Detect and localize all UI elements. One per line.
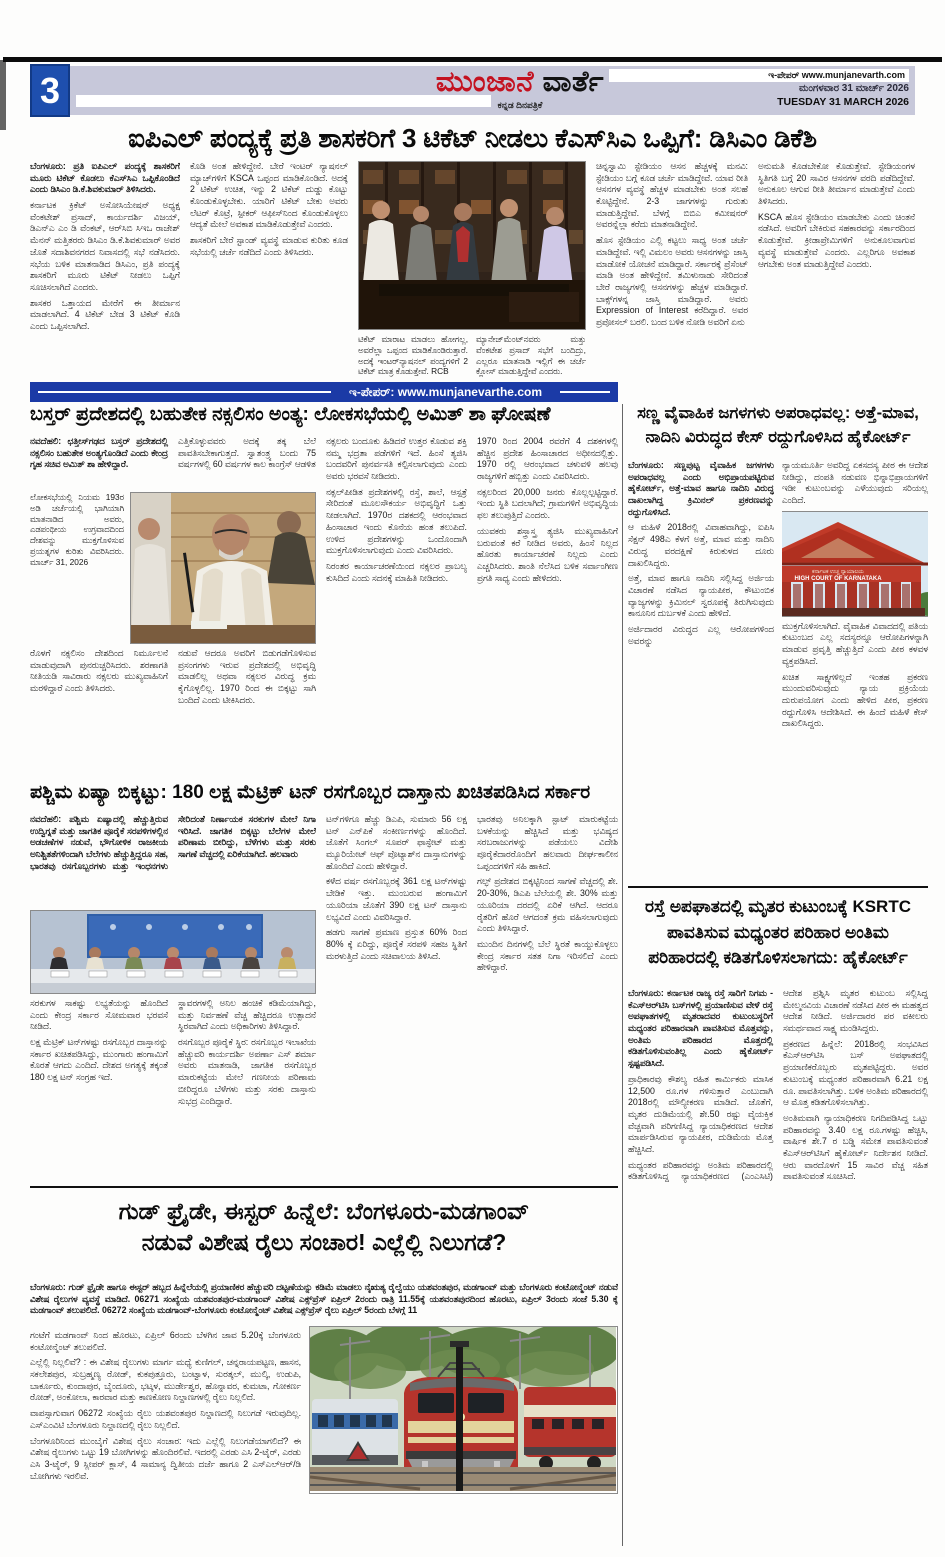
naxal-article-body bbox=[30, 436, 618, 776]
naxal-below-photo: ರೊಳಗೆ ನಕ್ಸಲಿಸಂ ದೇಶದಿಂದ ನಿರ್ಮೂಲನೆ ಮಾಡುವುದಾಗಿ ಪುನರುಚ್ಚರಿಸಿದರು. ಶರಣಾಗತಿ ನೀತಿಯಡಿ ಸಾವಿರಾರು ನಕ್ಸಲರು ಮುಖ್ಯವಾಹಿನಿಗೆ ಮರಳಿದ್ದಾರೆ ಎಂದು ತಿಳಿಸಿದರು. ನಡುವೆ ಆದರೂ ಅವರಿಗೆ ಬಿಡುಗಡೆಗೊಳಿಸುವ ಪ್ರಸಂಗಗಳು ಇರುವ ಪ್ರದೇಶದಲ್ಲಿ ಅಭಿವೃದ್ಧಿ ಮಾಡಲಿಲ್ಲ ಅಥವಾ ನಕ್ಸಲರ ವಿರುದ್ಧ ಕ್ರಮ ಕೈಗೊಳ್ಳಲಿಲ್ಲ. 1970 ರಿಂದ ಈ ಬಿಕ್ಕಟ್ಟು ಸಾಗಿ ಬಂದಿದೆ ಎಂದು ಟೀಕಿಸಿದರು. bbox=[30, 648, 316, 705]
epaper-banner bbox=[30, 382, 618, 402]
fertilizer-intro: ನವದೆಹಲಿ: ಪಶ್ಚಿಮ ಏಷ್ಯಾದಲ್ಲಿ ಹೆಚ್ಚುತ್ತಿರುವ ಉದ್ವಿಗ್ನತೆ ಮತ್ತು ಜಾಗತಿಕ ಪೂರೈಕೆ ಸರಪಳಿಗಳಲ್ಲಿನ ಅಡಚಣೆಗಳ ನಡುವೆ, ಭೌಗೋಳಿಕ ರಾಜಕೀಯ ಅನಿಶ್ಚಿತತೆಗಳಿಂದಾಗಿ ಬೆಲೆಗಳು ಹೆಚ್ಚುತ್ತಿದ್ದರೂ ಸಹ, ಭಾರತವು ರಸಗೊಬ್ಬರಗಳು ಮತ್ತು ಇಂಧನಗಳು ಸೇರಿದಂತೆ ನಿರ್ಣಾಯಕ ಸರಕುಗಳ ಮೇಲೆ ನಿಗಾ ಇರಿಸಿದೆ. ಜಾಗತಿಕ ಬಿಕ್ಕಟ್ಟು ಬೆಲೆಗಳ ಮೇಲೆ ಪರಿಣಾಮ ಬೀರಿದ್ದು, ಬೆಳೆಗಳು ಮತ್ತು ಸರಕು ಸಾಗಣೆ ವೆಚ್ಚದಲ್ಲಿ ಏರಿಕೆಯಾಗಿದೆ. ಹಲವಾರು bbox=[30, 814, 316, 871]
ksrtc-headline bbox=[628, 894, 928, 971]
naxal-left-block bbox=[30, 436, 316, 776]
ksrtc-article-rule bbox=[628, 886, 928, 888]
naxal-col4: 1970 ರಿಂದ 2004 ರವರೆಗೆ 4 ದಶಕಗಳಲ್ಲಿ ಹೆಚ್ಚಿನ ಪ್ರದೇಶ ಹಿಂಸಾಚಾರದ ಅಧೀನದಲ್ಲಿತ್ತು. 1970 ರಲ್ಲಿ ಆರಂಭವಾದ ಚಳುವಳಿ ಹಲವು ರಾಜ್ಯಗಳಿಗೆ ಹಬ್ಬಿತ್ತು ಎಂದು ವಿವರಿಸಿದರು. ನಕ್ಸಲರಿಂದ 20,000 ಜನರು ಕೊಲ್ಲಲ್ಪಟ್ಟಿದ್ದಾರೆ. ಇಂದು ಸ್ಥಿತಿ ಬದಲಾಗಿದೆ; ಗ್ರಾಮಗಳಿಗೆ ಅಭಿವೃದ್ಧಿಯ ಫಲ ತಲುಪುತ್ತಿದೆ ಎಂದರು. ಯುವಕರು ಶಸ್ತ್ರಾಸ್ತ್ರ ತ್ಯಜಿಸಿ ಮುಖ್ಯವಾಹಿನಿಗೆ ಬರುವಂತೆ ಕರೆ ನೀಡಿದ ಅವರು, ಹಿಂಸೆ ನಿಲ್ಲದ ಹೊರತು ಕಾರ್ಯಾಚರಣೆ ನಿಲ್ಲದು ಎಂದು ಎಚ್ಚರಿಸಿದರು. ಶಾಂತಿ ನೆಲೆಸಿದ ಬಳಿಕ ಸರ್ವಾಂಗೀಣ ಪ್ರಗತಿ ಸಾಧ್ಯ ಎಂದು ಹೇಳಿದರು. bbox=[477, 436, 618, 583]
train-intro: ಬೆಂಗಳೂರು: ಗುಡ್ ಫ್ರೈಡೇ ಹಾಗೂ ಈಸ್ಟರ್ ಹಬ್ಬದ ಹಿನ್ನೆಲೆಯಲ್ಲಿ ಪ್ರಯಾಣಿಕರ ಹೆಚ್ಚುವರಿ ದಟ್ಟಣೆಯನ್ನು ಕಡಿಮೆ ಮಾಡಲು ನೈಋತ್ಯ ರೈಲ್ವೆಯು ಯಶವಂತಪುರ, ಮಡಗಾಂವ್ ಮತ್ತು ಬೆಂಗಳೂರು ಕಂಟೋನ್ಮೆಂಟ್ ನಡುವೆ ವಿಶೇಷ ರೈಲುಗಳ ವ್ಯವಸ್ಥೆ ಮಾಡಿದೆ. 06271 ಸಂಖ್ಯೆಯ ಯಶವಂತಪುರ-ಮಡಗಾಂವ್ ವಿಶೇಷ ಎಕ್ಸ್‌ಪ್ರೆಸ್ ಏಪ್ರಿಲ್ 2ರಂದು ರಾತ್ರಿ 11.55ಕ್ಕೆ ಯಶವಂತಪುರದಿಂದ ಹೊರಟು, ಏಪ್ರಿಲ್ 3ರಂದು ಸಂಜೆ 5.30 ಕ್ಕೆ ಮಡಗಾಂವ್ ತಲುಪಲಿದೆ. 06272 ಸಂಖ್ಯೆಯ ಮಡಗಾಂವ್-ಬೆಂಗಳೂರು ಕಂಟೋನ್ಮೆಂಟ್ ವಿಶೇಷ ಎಕ್ಸ್‌ಪ್ರೆಸ್ ರೈಲು ಏಪ್ರಿಲ್ 5ರಂದು ಬೆಳಗ್ಗೆ 11 bbox=[30, 1282, 618, 1316]
page-number: 3 bbox=[30, 64, 70, 117]
train-photo-illustration bbox=[310, 1327, 616, 1491]
fertilizer-headline: ಪಶ್ಚಿಮ ಏಷ್ಯಾ ಬಿಕ್ಕಟ್ಟು: 180 ಲಕ್ಷ ಮೆಟ್ರಿಕ್ ಟನ್ ರಸಗೊಬ್ಬರ ದಾಸ್ತಾನು ಖಚಿತಪಡಿಸಿದ ಸರ್ಕಾರ bbox=[30, 782, 591, 803]
high-court-illustration bbox=[782, 512, 928, 616]
train-content bbox=[30, 1330, 618, 1535]
top-rule bbox=[3, 57, 942, 62]
ksrtc-headline-line2: ಪಾವತಿಸುವ ಮಧ್ಯಂತರ ಪರಿಹಾರ ಅಂತಿಮ bbox=[667, 922, 889, 942]
masthead-band bbox=[30, 66, 915, 115]
train-headline-line2: ನಡುವೆ ವಿಶೇಷ ರೈಲು ಸಂಚಾರ! ಎಲ್ಲೆಲ್ಲಿ ನಿಲುಗಡೆ? bbox=[141, 1229, 507, 1256]
lead-photo-column bbox=[358, 161, 586, 381]
ksrtc-headline-line3: ಪರಿಹಾರದಲ್ಲಿ ಕಡಿತಗೊಳಿಸಲಾಗದು: ಹೈಕೋರ್ಟ್ bbox=[648, 948, 908, 967]
banner-rule-right bbox=[560, 391, 610, 393]
lead-article-body bbox=[30, 161, 915, 378]
lead-under-photo-left: ಟಿಕೆಟ್ ಮಾರಾಟ ಮಾಡಲು ಹೋಗಲ್ಲ, ಅವರೆಲ್ಲಾ ಒಪ್ಪಂದ ಮಾಡಿಕೊಂಡಿರುತ್ತಾರೆ. ಅದಕ್ಕೆ ಇಂಟರ್‌ನ್ಯಾಷನಲ್ ಪಂದ್ಯಗಳಿಗೆ 2 ಟಿಕೆಟ್ ಮಾತ್ರ ಕೊಡುತ್ತೇವೆ. RCB bbox=[358, 334, 468, 377]
fertilizer-left-block bbox=[30, 814, 316, 1178]
scan-artifact bbox=[0, 60, 6, 130]
fertilizer-article-body bbox=[30, 814, 618, 1178]
ksrtc-article-body: ಬೆಂಗಳೂರು: ಕರ್ನಾಟಕ ರಾಜ್ಯ ರಸ್ತೆ ಸಾರಿಗೆ ನಿಗಮ - ಕೆಎಸ್‌ಆರ್‌ಟಿಸಿ ಬಸ್‌ಗಳಲ್ಲಿ ಪ್ರಯಾಣಿಸುವ ವೇಳೆ ರಸ್ತೆ ಅಪಘಾತಗಳಲ್ಲಿ ಮೃತರಾದವರ ಕುಟುಂಬಸ್ಥರಿಗೆ ಮಧ್ಯಂತರ ಪರಿಹಾರವಾಗಿ ಪಾವತಿಸುವ ಮೊತ್ತವನ್ನು, ಅಂತಿಮ ಪರಿಹಾರದ ಮೊತ್ತದಲ್ಲಿ ಕಡಿತಗೊಳಿಸುವಂತಿಲ್ಲ ಎಂದು ಹೈಕೋರ್ಟ್ ಸ್ಪಷ್ಟಪಡಿಸಿದೆ. ಪ್ರಾಧಿಕಾರವು ಕೌಶಲ್ಯ ರಹಿತ ಕಾರ್ಮಿಕರು ಮಾಸಿಕ 12,500 ರೂ.ಗಳ ಗಳಿಸುತ್ತಾರೆ ಎಂಬುದಾಗಿ 2018ರಲ್ಲಿ ಮೌಲ್ಯೀಕರಣ ಮಾಡಿದೆ. ಜೊತೆಗೆ, ಮೃತರ ದುಡಿಮೆಯಲ್ಲಿ ಶೇ.50 ರಷ್ಟು ವೈಯಕ್ತಿಕ ವೆಚ್ಚವಾಗಿ ಪರಿಗಣಿಸಿದ್ದ ನ್ಯಾಯಾಧಿಕರಣದ ಆದೇಶ ಮಾರ್ಪಡಿಸಿರುವ ನ್ಯಾಯಪೀಠ, ದುಡಿಮೆಯ ಮೊತ್ತ ಹೆಚ್ಚಿಸಿದೆ. ಮಧ್ಯಂತರ ಪರಿಹಾರವನ್ನು ಅಂತಿಮ ಪರಿಹಾರದಲ್ಲಿ ಕಡಿತಗೊಳಿಸಿದ್ದ ನ್ಯಾಯಾಧಿಕರಣದ (ಎಂಎಸಿಟಿ) ಆದೇಶ ಪ್ರಶ್ನಿಸಿ ಮೃತರ ಕುಟುಂಬ ಸಲ್ಲಿಸಿದ್ದ ಮೇಲ್ಮನವಿಯ ವಿಚಾರಣೆ ನಡೆಸಿದ ಪೀಠ ಈ ಮಹತ್ವದ ಆದೇಶ ನೀಡಿದೆ. ಅರ್ಜಿದಾರರ ಪರ ವಕೀಲರು ಸಮರ್ಥವಾದ ಸಾಕ್ಷ್ಯ ಮಂಡಿಸಿದ್ದರು. ಪ್ರಕರಣದ ಹಿನ್ನೆಲೆ: 2018ರಲ್ಲಿ ಸಂಭವಿಸಿದ ಕೆಎಸ್‌ಆರ್‌ಟಿಸಿ ಬಸ್ ಅಪಘಾತದಲ್ಲಿ ಪ್ರಯಾಣಿಕರೊಬ್ಬರು ಮೃತಪಟ್ಟಿದ್ದರು. ಅವರ ಕುಟುಂಬಕ್ಕೆ ಮಧ್ಯಂತರ ಪರಿಹಾರವಾಗಿ 6.21 ಲಕ್ಷ ರೂ. ಪಾವತಿಸಲಾಗಿತ್ತು. ಬಳಿಕ ಅಂತಿಮ ಪರಿಹಾರದಲ್ಲಿ ಆ ಮೊತ್ತ ಕಡಿತಗೊಳಿಸಲಾಗಿತ್ತು. ಅಂತಿಮವಾಗಿ ನ್ಯಾಯಾಧಿಕರಣ ನಿಗದಿಪಡಿಸಿದ್ದ ಒಟ್ಟು ಪರಿಹಾರವನ್ನು 3.40 ಲಕ್ಷ ರೂ.ಗಳಷ್ಟು ಹೆಚ್ಚಿಸಿ, ವಾರ್ಷಿಕ ಶೇ.7 ರ ಬಡ್ಡಿ ಸಮೇತ ಪಾವತಿಸುವಂತೆ ಕೆಎಸ್‌ಆರ್‌ಟಿಸಿಗೆ ಹೈಕೋರ್ಟ್ ನಿರ್ದೇಶನ ನೀಡಿದೆ. ಆರು ವಾರದೊಳಗೆ 15 ಸಾವಿರ ವೆಚ್ಚ ಸಹಿತ ಪಾವತಿಸುವಂತೆ ಸೂಚಿಸಿದೆ. bbox=[628, 988, 928, 1182]
amit-shah-photo-illustration bbox=[131, 493, 315, 643]
court-headline: ಸಣ್ಣ ವೈವಾಹಿಕ ಜಗಳಗಳು ಅಪರಾಧವಲ್ಲ: ಅತ್ತೆ-ಮಾವ, ನಾದಿನಿ ವಿರುದ್ಧದ ಕೇಸ್ ರದ್ದುಗೊಳಿಸಿದ ಹೈಕೋರ್ಟ್ bbox=[637, 404, 919, 446]
train-photo bbox=[309, 1326, 618, 1494]
epaper-url: ಇ-ಪೇಪರ್ www.munjanevarth.com bbox=[609, 69, 909, 82]
banner-url: ಇ-ಪೇಪರ್: www.munjanevarthe.com bbox=[349, 384, 542, 399]
lead-photo bbox=[358, 161, 586, 330]
svg-text:HIGH COURT OF KARNATAKA: HIGH COURT OF KARNATAKA bbox=[794, 575, 882, 582]
lead-under-photo-text bbox=[358, 334, 586, 381]
masthead-word-black: ವಾರ್ತೆ bbox=[542, 66, 605, 98]
lead-col3: ಚಿನ್ನಸ್ವಾಮಿ ಸ್ಟೇಡಿಯಂ ಆಸನ ಹೆಚ್ಚಳಕ್ಕೆ ಮನವಿ: ಸ್ಟೇಡಿಯಂ ಬಗ್ಗೆ ಕೂಡ ಚರ್ಚೆ ಮಾಡಿದ್ದೇವೆ. ಯಾವ ರೀತಿ ಆಸನಗಳ ವ್ಯವಸ್ಥೆ ಹೆಚ್ಚಳ ಮಾಡಬೇಕು ಅಂತ ಸಲಹೆ ಕೊಟ್ಟಿದ್ದೇನೆ. 2-3 ಜಾಗಗಳನ್ನು ಗುರುತು ಮಾಡುತ್ತಿದ್ದೇವೆ. ಬೆಳಗ್ಗೆ ಬಿಬಿಎ ಕಮೀಷನರ್ ಅವರನ್ನೆಲ್ಲಾ ಕರೆದು ಮಾತನಾಡಿದ್ದೇನೆ. ಹೊಸ ಸ್ಟೇಡಿಯಂ ಎಲ್ಲಿ ಕಟ್ಟಲು ಸಾಧ್ಯ ಅಂತ ಚರ್ಚೆ ಮಾಡಿದ್ದೇವೆ. ಇಲ್ಲಿ ವಿಮಲಂ ಅವರು ಆಸನಗಳನ್ನು ಜಾಸ್ತಿ ಮಾಡೋಕೆ ಯೋಚನೆ ಮಾಡಿದ್ದಾರೆ. ಸರ್ಕಾರಕ್ಕೆ ಪ್ರೆಸೆಂಟ್ ಮಾಡಿ ಅಂತ ಹೇಳಿದ್ದೇನೆ. ತಮಿಳುನಾಡು ಸೇರಿದಂತೆ ಬೇರೆ ರಾಜ್ಯಗಳಲ್ಲಿ ಆಸನಗಳನ್ನು ಹೆಚ್ಚಳ ಮಾಡಿದ್ದಾರೆ. ಬಾಕ್ಸ್‌ಗಳನ್ನ ಜಾಸ್ತಿ ಮಾಡಿದ್ದಾರೆ. ಅವರು Expression of Interest ಕರೆದಿದ್ದಾರೆ. ಅವರ ಪ್ರಪೋಸಲ್ ಬರಲಿ. ಬಂದ ಬಳಿಕ ನೋಡಿ ಅವರಿಗೆ ಏನು bbox=[596, 161, 748, 327]
lead-under-photo-right: ಮ್ಯಾನೇಜ್‌ಮೆಂಟ್‌ನವರು ಮತ್ತು ವೆಂಕಟೇಶ ಪ್ರಸಾದ್ ಸಭೆಗೆ ಬಂದಿದ್ರು, ಎಲ್ಲರೂ ಮಾತನಾಡಿ ಇಲ್ಲಿಗೆ ಈ ಚರ್ಚೆ ಕ್ಲೋಸ್ ಮಾಡುತ್ತಿದ್ದೇವೆ ಎಂದರು. bbox=[476, 334, 586, 377]
court-article-body bbox=[628, 460, 928, 884]
fertilizer-col3: ಟನ್‌ಗಳಿಗೂ ಹೆಚ್ಚು ಡಿಎಪಿ, ಸುಮಾರು 56 ಲಕ್ಷ ಟನ್ ಎನ್‌ಪಿಕೆ ಸಂಕೀರ್ಣಗಳನ್ನು ಹೊಂದಿದೆ. ಜೊತೆಗೆ ಸಿಂಗಲ್ ಸೂಪರ್ ಫಾಸ್ಫೇಟ್ ಮತ್ತು ಮ್ಯೂರಿಯೇಟ್ ಆಫ್ ಪೊಟ್ಯಾಶ್‌ನ ದಾಸ್ತಾನುಗಳನ್ನು ಹೊಂದಿದೆ ಎಂದು ಹೇಳಿದ್ದಾರೆ. ಕಳೆದ ವರ್ಷ ರಸಗೊಬ್ಬರಕ್ಕೆ 361 ಲಕ್ಷ ಟನ್‌ಗಳಷ್ಟು ಬೇಡಿಕೆ ಇತ್ತು. ಮುಂಬರುವ ಹಂಗಾಮಿಗೆ ಯೂರಿಯಾ ಜೊತೆಗೆ 390 ಲಕ್ಷ ಟನ್ ದಾಸ್ತಾನು ಲಭ್ಯವಿದೆ ಎಂದು ವಿವರಿಸಿದ್ದಾರೆ. ಹಡಗು ಸಾಗಣೆ ಪ್ರಮಾಣ ಪ್ರಸ್ತುತ 60% ರಿಂದ 80% ಕ್ಕೆ ಏರಿದ್ದು, ಪೂರೈಕೆ ಸರಪಳಿ ಸಹಜ ಸ್ಥಿತಿಗೆ ಮರಳುತ್ತಿದೆ ಎಂದು ಸಚಿವಾಲಯ ತಿಳಿಸಿದೆ. bbox=[326, 814, 467, 961]
naxal-col3: ನಕ್ಸಲರು ಬಂದೂಕು ಹಿಡಿದರೆ ಉತ್ತರ ಕೊಡುವ ಶಕ್ತಿ ನಮ್ಮ ಭದ್ರತಾ ಪಡೆಗಳಿಗೆ ಇದೆ. ಹಿಂಸೆ ತ್ಯಜಿಸಿ ಬಂದವರಿಗೆ ಪುನರ್ವಸತಿ ಕಲ್ಪಿಸಲಾಗುವುದು ಎಂದು ಅವರು ಭರವಸೆ ನೀಡಿದರು. ನಕ್ಸಲ್‌ಪೀಡಿತ ಪ್ರದೇಶಗಳಲ್ಲಿ ರಸ್ತೆ, ಶಾಲೆ, ಆಸ್ಪತ್ರೆ ಸೇರಿದಂತೆ ಮೂಲಸೌಕರ್ಯ ಅಭಿವೃದ್ಧಿಗೆ ಒತ್ತು ನೀಡಲಾಗಿದೆ. 1970ರ ದಶಕದಲ್ಲಿ ಆರಂಭವಾದ ಹಿಂಸಾಚಾರ ಇಂದು ಕೊನೆಯ ಹಂತ ತಲುಪಿದೆ. ಉಳಿದ ಪ್ರದೇಶಗಳನ್ನು ಒಂದೊಂದಾಗಿ ಮುಕ್ತಗೊಳಿಸಲಾಗುವುದು ಎಂದು ವಿವರಿಸಿದರು. ನಿರಂತರ ಕಾರ್ಯಾಚರಣೆಯಿಂದ ನಕ್ಸಲರ ಪ್ರಾಬಲ್ಯ ಕುಸಿದಿದೆ ಎಂದು ಸದನಕ್ಕೆ ಮಾಹಿತಿ ನೀಡಿದರು. bbox=[326, 436, 467, 583]
banner-rule-left bbox=[38, 391, 331, 393]
train-headline bbox=[30, 1196, 618, 1258]
naxal-photo-row bbox=[30, 492, 316, 644]
lead-col1: ಬೆಂಗಳೂರು: ಪ್ರತಿ ಐಪಿಎಲ್ ಪಂದ್ಯಕ್ಕೆ ಶಾಸಕರಿಗೆ ಮೂರು ಟಿಕೆಟ್ ಕೊಡಲು ಕೆಎಸ್‌ಸಿಎ ಒಪ್ಪಿಕೊಂಡಿದೆ ಎಂದು ಡಿಸಿಎಂ ಡಿ.ಕೆ.ಶಿವಕುಮಾರ್ ತಿಳಿಸಿದರು. ಕರ್ನಾಟಕ ಕ್ರಿಕೆಟ್ ಅಸೋಸಿಯೇಷನ್ ಅಧ್ಯಕ್ಷ ವೆಂಕಟೇಶ್ ಪ್ರಸಾದ್, ಕಾರ್ಯದರ್ಶಿ ವಿಜಯ್, ಡಿಎನ್‌ಎ ಎಂ ಡಿ ವೆಂಕಟ್, ಆರ್‌ಸಿಬಿ ಸಿಇಒ ರಾಜೇಶ್ ಮೆನನ್ ಮತ್ತಿತರರು ಡಿಸಿಎಂ ಡಿ.ಕೆ.ಶಿವಕುಮಾರ್ ಅವರ ಜೊತೆ ಸದಾಶಿವನಗರದ ನಿವಾಸದಲ್ಲಿ ಸಭೆ ನಡೆಸಿದರು. ಸಭೆಯ ಬಳಿಕ ಮಾತನಾಡಿದ ಡಿಸಿಎಂ, ಪ್ರತಿ ಪಂದ್ಯಕ್ಕೆ ಶಾಸಕರಿಗೆ ಮೂರು ಟಿಕೆಟ್ ನೀಡಲು ಒಪ್ಪಿಗೆ ಸೂಚಿಸಲಾಗಿದೆ ಎಂದರು. ಶಾಸಕರ ಒತ್ತಾಯದ ಮೇರೆಗೆ ಈ ತೀರ್ಮಾನ ಮಾಡಲಾಗಿದೆ. 4 ಟಿಕೆಟ್ ಬೇಡ 3 ಟಿಕೆಟ್ ಕೊಡಿ ಎಂದು ಒಪ್ಪಿಸಲಾಗಿದೆ. bbox=[30, 161, 180, 331]
press-conference-illustration bbox=[31, 911, 315, 993]
lead-col2: ಕೊಡಿ ಅಂತ ಹೇಳಿದ್ದೇನೆ. ಬೇರೆ ಇಂಟರ್ ನ್ಯಾಷನಲ್ ಮ್ಯಾಚ್‌ಗಳಿಗೆ KSCA ಒಪ್ಪಂದ ಮಾಡಿಕೊಂಡಿದೆ. ಅದಕ್ಕೆ 2 ಟಿಕೆಟ್ ಉಚಿತ, ಇನ್ನು 2 ಟಿಕೆಟ್ ದುಡ್ಡು ಕೊಟ್ಟು ಕೊಂಡುಕೊಳ್ಳಬೇಕು. ಯಾರಿಗೆ ಟಿಕೆಟ್ ಬೇಕು ಅವರು ಲೆಟರ್ ಕೊಟ್ರೆ, ಸ್ಪೀಕರ್ ಆಫೀಸ್‌ನಿಂದ ಕೊಂಡುಕೊಳ್ಳಲು ಆದ್ಯತೆ ಮೇಲೆ ಅವಕಾಶ ಮಾಡಿಕೊಡುತ್ತೇವೆ ಎಂದರು. ಶಾಸಕರಿಗೆ ಬೇರೆ ಸ್ಟಾಂಡ್ ವ್ಯವಸ್ಥೆ ಮಾಡುವ ಕುರಿತು ಕೂಡ ಸಭೆಯಲ್ಲಿ ಚರ್ಚೆ ನಡೆದಿದೆ ಎಂದು ತಿಳಿಸಿದರು. bbox=[190, 161, 348, 257]
train-stops-text: ಗಂಟೆಗೆ ಮಡಗಾಂವ್ ನಿಂದ ಹೊರಟು, ಏಪ್ರಿಲ್ 6ರಂದು ಬೆಳಗಿನ ಜಾವ 5.20ಕ್ಕೆ ಬೆಂಗಳೂರು ಕಂಟೋನ್ಮೆಂಟ್ ತಲುಪಲಿದೆ. ಎಲ್ಲೆಲ್ಲಿ ನಿಲ್ಲಲಿವೆ? : ಈ ವಿಶೇಷ ರೈಲುಗಳು ಮಾರ್ಗ ಮಧ್ಯೆ ಕುಣಿಗಲ್, ಚನ್ನರಾಯಪಟ್ಟಣ, ಹಾಸನ, ಸಕಲೇಶಪುರ, ಸುಬ್ರಹ್ಮಣ್ಯ ರೋಡ್, ಕುಕಪುತ್ತೂರು, ಬಂಟ್ವಾಳ, ಸುರತ್ಕಲ್, ಮುಲ್ಕಿ, ಉಡುಪಿ, ಬಾರ್ಕೂರು, ಕುಂದಾಪುರ, ಬೈಂದೂರು, ಭಟ್ಕಳ, ಮುರ್ಡೇಶ್ವರ, ಹೊನ್ನಾವರ, ಕುಮಟಾ, ಗೋಕರ್ಣ ರೋಡ್, ಅಂಕೋಲಾ, ಕಾರವಾರ ಮತ್ತು ಕಾಣಕೋಣ ನಿಲ್ದಾಣಗಳಲ್ಲಿ ರೈಲು ನಿಲ್ಲಲಿದೆ. ವಾಪಸ್ಸಾಗುವಾಗ 06272 ಸಂಖ್ಯೆಯ ರೈಲು ಯಶವಂತಪುರ ನಿಲ್ದಾಣದಲ್ಲಿ ನಿಲುಗಡೆ ಇರುವುದಿಲ್ಲ. ಎಸ್‌ಎಂವಿಟಿ ಬೆಂಗಳೂರು ನಿಲ್ದಾಣದಲ್ಲಿ ರೈಲು ನಿಲ್ಲಲಿದೆ. ಬೆಂಗಳೂರಿನಿಂದ ಮುಂಬೈಗೆ ವಿಶೇಷ ರೈಲು ಸಂಚಾರ: ಇದು ಎಲ್ಲೆಲ್ಲಿ ನಿಲುಗಡೆಯಾಗಲಿದೆ? ಈ ವಿಶೇಷ ರೈಲುಗಳು ಒಟ್ಟು 19 ಬೋಗಿಗಳನ್ನು ಹೊಂದಿರಲಿವೆ. ಇದರಲ್ಲಿ ಎರಡು ಎಸಿ 2-ಟೈರ್, ಎರಡು ಎಸಿ 3-ಟೈರ್, 9 ಸ್ಲೀಪರ್ ಕ್ಲಾಸ್, 4 ಸಾಮಾನ್ಯ ದ್ವಿತೀಯ ದರ್ಜೆ ಹಾಗೂ 2 ಎಸ್‌ಎಲ್‌ಆರ್/ಡಿ ಬೋಗಿಗಳು ಇರಲಿವೆ. bbox=[30, 1330, 302, 1481]
naxal-headline: ಬಸ್ತರ್ ಪ್ರದೇಶದಲ್ಲಿ ಬಹುತೇಕ ನಕ್ಸಲಿಸಂ ಅಂತ್ಯ: ಲೋಕಸಭೆಯಲ್ಲಿ ಅಮಿತ್ ಶಾ ಘೋಷಣೆ bbox=[30, 404, 551, 425]
masthead-subtitle: ಕನ್ನಡ ದಿನಪತ್ರಿಕೆ bbox=[497, 100, 543, 110]
fertilizer-col4: ಭಾರತವು ಅನಿಲಕ್ಕಾಗಿ ಸ್ಪಾಟ್ ಮಾರುಕಟ್ಟೆಯ ಬಳಕೆಯನ್ನು ಹೆಚ್ಚಿಸಿದೆ ಮತ್ತು ಭವಿಷ್ಯದ ಸರಬರಾಜುಗಳನ್ನು ಪಡೆಯಲು ವಿದೇಶಿ ಪೂರೈಕೆದಾರರೊಂದಿಗೆ ಹಲವಾರು ದೀರ್ಘಕಾಲೀನ ಒಪ್ಪಂದಗಳಿಗೆ ಸಹಿ ಹಾಕಿದೆ. ಗಲ್ಫ್ ಪ್ರದೇಶದ ಬಿಕ್ಕಟ್ಟಿನಿಂದ ಸಾಗಣೆ ವೆಚ್ಚದಲ್ಲಿ ಶೇ. 20-30%, ಡಿಎಪಿ ಬೆಲೆಯಲ್ಲಿ ಶೇ. 30% ಮತ್ತು ಯೂರಿಯಾ ದರದಲ್ಲಿ ಏರಿಕೆ ಆಗಿದೆ. ಆದರೂ ರೈತರಿಗೆ ಹೊರೆ ಆಗದಂತೆ ಕ್ರಮ ವಹಿಸಲಾಗುವುದು ಎಂದು ತಿಳಿಸಿದ್ದಾರೆ. ಮುಂದಿನ ದಿನಗಳಲ್ಲಿ ಬೆಲೆ ಸ್ಥಿರತೆ ಕಾಯ್ದುಕೊಳ್ಳಲು ಕೇಂದ್ರ ಸರ್ಕಾರ ಸತತ ನಿಗಾ ಇರಿಸಲಿದೆ ಎಂದು ಹೇಳಿದ್ದಾರೆ. bbox=[477, 814, 618, 973]
masthead-word-red: ಮುಂಜಾನೆ bbox=[435, 66, 535, 98]
court-photo bbox=[782, 511, 928, 617]
date-box bbox=[609, 69, 909, 109]
court-col2: ನ್ಯಾಯಮೂರ್ತಿ ಅವರಿದ್ದ ಏಕಸದಸ್ಯ ಪೀಠ ಈ ಆದೇಶ ನೀಡಿದ್ದು, ದಂಪತಿ ನಡುವಣ ಭಿನ್ನಾಭಿಪ್ರಾಯಗಳಿಗೆ ಇಡೀ ಕುಟುಂಬವನ್ನು ಎಳೆಯುವುದು ಸರಿಯಲ್ಲ ಎಂದಿದೆ. ಕರ್ನಾಟಕ ಉಚ್ಚ ನ್ಯಾಯಾಲಯ HIGH COURT OF KARNATAKA ಮುಕ್ತಗೊಳಿಸಲಾಗಿದೆ. ವೈವಾಹಿಕ ವಿವಾದದಲ್ಲಿ ಪತಿಯ ಕುಟುಂಬದ ಎಲ್ಲ ಸದಸ್ಯರನ್ನೂ ಆರೋಪಿಗಳನ್ನಾಗಿ ಮಾಡುವ ಪ್ರವೃತ್ತಿ ಹೆಚ್ಚುತ್ತಿದೆ ಎಂದು ಪೀಠ ಕಳವಳ ವ್ಯಕ್ತಪಡಿಸಿದೆ. ಖಚಿತ ಸಾಕ್ಷ್ಯಗಳಿಲ್ಲದೆ ಇಂತಹ ಪ್ರಕರಣ ಮುಂದುವರಿಸುವುದು ನ್ಯಾಯ ಪ್ರಕ್ರಿಯೆಯ ದುರುಪಯೋಗ ಎಂದು ಹೇಳಿದ ಪೀಠ, ಪ್ರಕರಣ ರದ್ದುಗೊಳಿಸಿ ಆದೇಶಿಸಿದೆ. ಈ ಹಿಂದೆ ಮಹಿಳೆ ಕೇಸ್ ದಾಖಲಿಸಿದ್ದರು. bbox=[782, 460, 928, 884]
group-photo-illustration bbox=[359, 162, 586, 329]
train-article-rule bbox=[30, 1186, 618, 1188]
train-headline-line1: ಗುಡ್ ಫ್ರೈಡೇ, ಈಸ್ಟರ್ ಹಿನ್ನೆಲೆ: ಬೆಂಗಳೂರು-ಮಡಗಾಂವ್ bbox=[118, 1198, 530, 1224]
date-english: TUESDAY 31 MARCH 2026 bbox=[777, 95, 909, 108]
naxal-side-text: ಲೋಕಸಭೆಯಲ್ಲಿ ನಿಯಮ 193ರ ಅಡಿ ಚರ್ಚೆಯಲ್ಲಿ ಭಾಗಿಯಾಗಿ ಮಾತನಾಡಿದ ಅವರು, ಎಡಪಂಥೀಯ ಉಗ್ರವಾದದಿಂದ ದೇಶವನ್ನು ಮುಕ್ತಗೊಳಿಸುವ ಪ್ರಯತ್ನಗಳ ಕುರಿತು ವಿವರಿಸಿದರು. ಮಾರ್ಚ್ 31, 2026 bbox=[30, 492, 124, 567]
date-kannada: ಮಂಗಳವಾರ 31 ಮಾರ್ಚ್ 2026 bbox=[798, 83, 909, 95]
naxal-photo bbox=[130, 492, 316, 644]
fertilizer-below-photo: ಸರಕುಗಳ ಸಾಕಷ್ಟು ಲಭ್ಯತೆಯನ್ನು ಹೊಂದಿದೆ ಎಂದು ಕೇಂದ್ರ ಸರ್ಕಾರ ಸೋಮವಾರ ಭರವಸೆ ನೀಡಿದೆ. ಲಕ್ಷ ಮೆಟ್ರಿಕ್ ಟನ್‌ಗಳಷ್ಟು ರಸಗೊಬ್ಬರ ದಾಸ್ತಾನನ್ನು ಸರ್ಕಾರ ಖಚಿತಪಡಿಸಿದ್ದು, ಮುಂಗಾರು ಹಂಗಾಮಿಗೆ ಕೊರತೆ ಆಗದು ಎಂದಿದೆ. ದೇಶದ ಅಗತ್ಯಕ್ಕೆ ತಕ್ಕಂತೆ 180 ಲಕ್ಷ ಟನ್ ಸಂಗ್ರಹ ಇದೆ. ಸ್ಥಾವರಗಳಲ್ಲಿ ಅನಿಲ ಹಂಚಿಕೆ ಕಡಿಮೆಯಾಗಿದ್ದು, ಮತ್ತು ನಿರ್ವಹಣೆ ವೆಚ್ಚ ಹೆಚ್ಚಿದರೂ ಉತ್ಪಾದನೆ ಸ್ಥಿರವಾಗಿದೆ ಎಂದು ಅಧಿಕಾರಿಗಳು ತಿಳಿಸಿದ್ದಾರೆ. ರಸಗೊಬ್ಬರ ಪೂರೈಕೆ ಸ್ಥಿರ: ರಸಗೊಬ್ಬರ ಇಲಾಖೆಯ ಹೆಚ್ಚುವರಿ ಕಾರ್ಯದರ್ಶಿ ಅಪರ್ಣಾ ಎಸ್ ಶರ್ಮಾ ಅವರು ಮಾತನಾಡಿ, ಜಾಗತಿಕ ರಸಗೊಬ್ಬರ ಮಾರುಕಟ್ಟೆಯ ಮೇಲೆ ಗಣನೀಯ ಪರಿಣಾಮ ಬೀರಿದ್ದರೂ ಬೆಳೆಗಳು ಮತ್ತು ಸರಕು ದಾಸ್ತಾನು ಸುಭದ್ರ ಎಂದಿದ್ದಾರೆ. bbox=[30, 998, 316, 1106]
column-divider bbox=[622, 404, 623, 1546]
lead-col4: ಅನುಮತಿ ಕೊಡಬೇಕೋ ಕೊಡುತ್ತೇವೆ. ಸ್ಟೇಡಿಯಂಗಳ ಸ್ಥಿತಿಗತಿ ಬಗ್ಗೆ 20 ಸಾವಿರ ಆಸನಗಳ ವರದಿ ಪಡೆದಿದ್ದೇವೆ. ಅನುಕೂಲ ಆಗುವ ರೀತಿ ತೀರ್ಮಾನ ಮಾಡುತ್ತೇವೆ ಎಂದು ತಿಳಿಸಿದರು. KSCA ಹೊಸ ಸ್ಟೇಡಿಯಂ ಮಾಡಬೇಕು ಎಂದು ಚಿಂತನೆ ನಡೆಸಿದೆ. ಅವರಿಗೆ ಬೇಕಿರುವ ಸಹಕಾರವನ್ನು ಸರ್ಕಾರದಿಂದ ಕೊಡುತ್ತೇವೆ. ಕ್ರೀಡಾಪ್ರೇಮಿಗಳಿಗೆ ಅನುಕೂಲವಾಗುವ ವ್ಯವಸ್ಥೆ ಮಾಡುತ್ತೇವೆ ಎಂದರು. ಎಲ್ಲರಿಗೂ ಅವಕಾಶ ಆಗಬೇಕು ಅಂತ ಮಾಡುತ್ತಿದ್ದೇವೆ ಎಂದರು. bbox=[758, 161, 915, 269]
svg-text:ಕರ್ನಾಟಕ ಉಚ್ಚ ನ್ಯಾಯಾಲಯ: ಕರ್ನಾಟಕ ಉಚ್ಚ ನ್ಯಾಯಾಲಯ bbox=[812, 568, 864, 575]
naxal-intro: ನವದೆಹಲಿ: ಛತ್ತೀಸ್‌ಗಢದ ಬಸ್ತರ್ ಪ್ರದೇಶದಲ್ಲಿ ನಕ್ಸಲಿಸಂ ಬಹುತೇಕ ಅಂತ್ಯಗೊಂಡಿದೆ ಎಂದು ಕೇಂದ್ರ ಗೃಹ ಸಚಿವ ಅಮಿತ್ ಶಾ ಹೇಳಿದ್ದಾರೆ. ಎತ್ತಿಕೊಳ್ಳುವವರು ಅದಕ್ಕೆ ತಕ್ಕ ಬೆಲೆ ಪಾವತಿಸಬೇಕಾಗುತ್ತದೆ. ಸ್ವಾತಂತ್ರ್ಯ ಬಂದು 75 ವರ್ಷಗಳಲ್ಲಿ 60 ವರ್ಷಗಳ ಕಾಲ ಕಾಂಗ್ರೆಸ್ ಆಡಳಿತ bbox=[30, 436, 316, 470]
ksrtc-headline-line1: ರಸ್ತೆ ಅಪಘಾತದಲ್ಲಿ ಮೃತರ ಕುಟುಂಬಕ್ಕೆ KSRTC bbox=[644, 897, 911, 916]
court-col1: ಬೆಂಗಳೂರು: ಸಣ್ಣಪುಟ್ಟ ವೈವಾಹಿಕ ಜಗಳಗಳು ಅಪರಾಧವಲ್ಲ ಎಂದು ಅಭಿಪ್ರಾಯಪಟ್ಟಿರುವ ಹೈಕೋರ್ಟ್, ಅತ್ತೆ-ಮಾವ ಹಾಗೂ ನಾದಿನಿ ವಿರುದ್ಧ ದಾಖಲಾಗಿದ್ದ ಕ್ರಿಮಿನಲ್ ಪ್ರಕರಣವನ್ನು ರದ್ದುಗೊಳಿಸಿದೆ. ಆ ಮಹಿಳೆ 2018ರಲ್ಲಿ ವಿವಾಹವಾಗಿದ್ದು, ಐಪಿಸಿ ಸೆಕ್ಷನ್ 498ಎ ಕೆಳಗೆ ಅತ್ತೆ, ಮಾವ ಮತ್ತು ನಾದಿನಿ ವಿರುದ್ಧ ವರದಕ್ಷಿಣೆ ಕಿರುಕುಳದ ದೂರು ದಾಖಲಿಸಿದ್ದರು. ಅತ್ತೆ, ಮಾವ ಹಾಗೂ ನಾದಿನಿ ಸಲ್ಲಿಸಿದ್ದ ಅರ್ಜಿಯ ವಿಚಾರಣೆ ನಡೆಸಿದ ನ್ಯಾಯಪೀಠ, ಕೌಟುಂಬಿಕ ವ್ಯಾಜ್ಯಗಳನ್ನು ಕ್ರಿಮಿನಲ್ ಸ್ವರೂಪಕ್ಕೆ ತಿರುಗಿಸುವುದು ಕಾನೂನಿನ ದುರ್ಬಳಕೆ ಎಂದು ಹೇಳಿದೆ. ಅರ್ಜಿದಾರರ ವಿರುದ್ಧದ ಎಲ್ಲ ಆರೋಪಗಳಿಂದ ಅವರನ್ನು bbox=[628, 460, 774, 646]
fertilizer-photo bbox=[30, 910, 316, 994]
lead-headline: ಐಪಿಎಲ್ ಪಂದ್ಯಕ್ಕೆ ಪ್ರತಿ ಶಾಸಕರಿಗೆ 3 ಟಿಕೆಟ್ ನೀಡಲು ಕೆಎಸ್‌ಸಿಎ ಒಪ್ಪಿಗೆ: ಡಿಸಿಎಂ ಡಿಕೆಶಿ bbox=[128, 123, 817, 153]
